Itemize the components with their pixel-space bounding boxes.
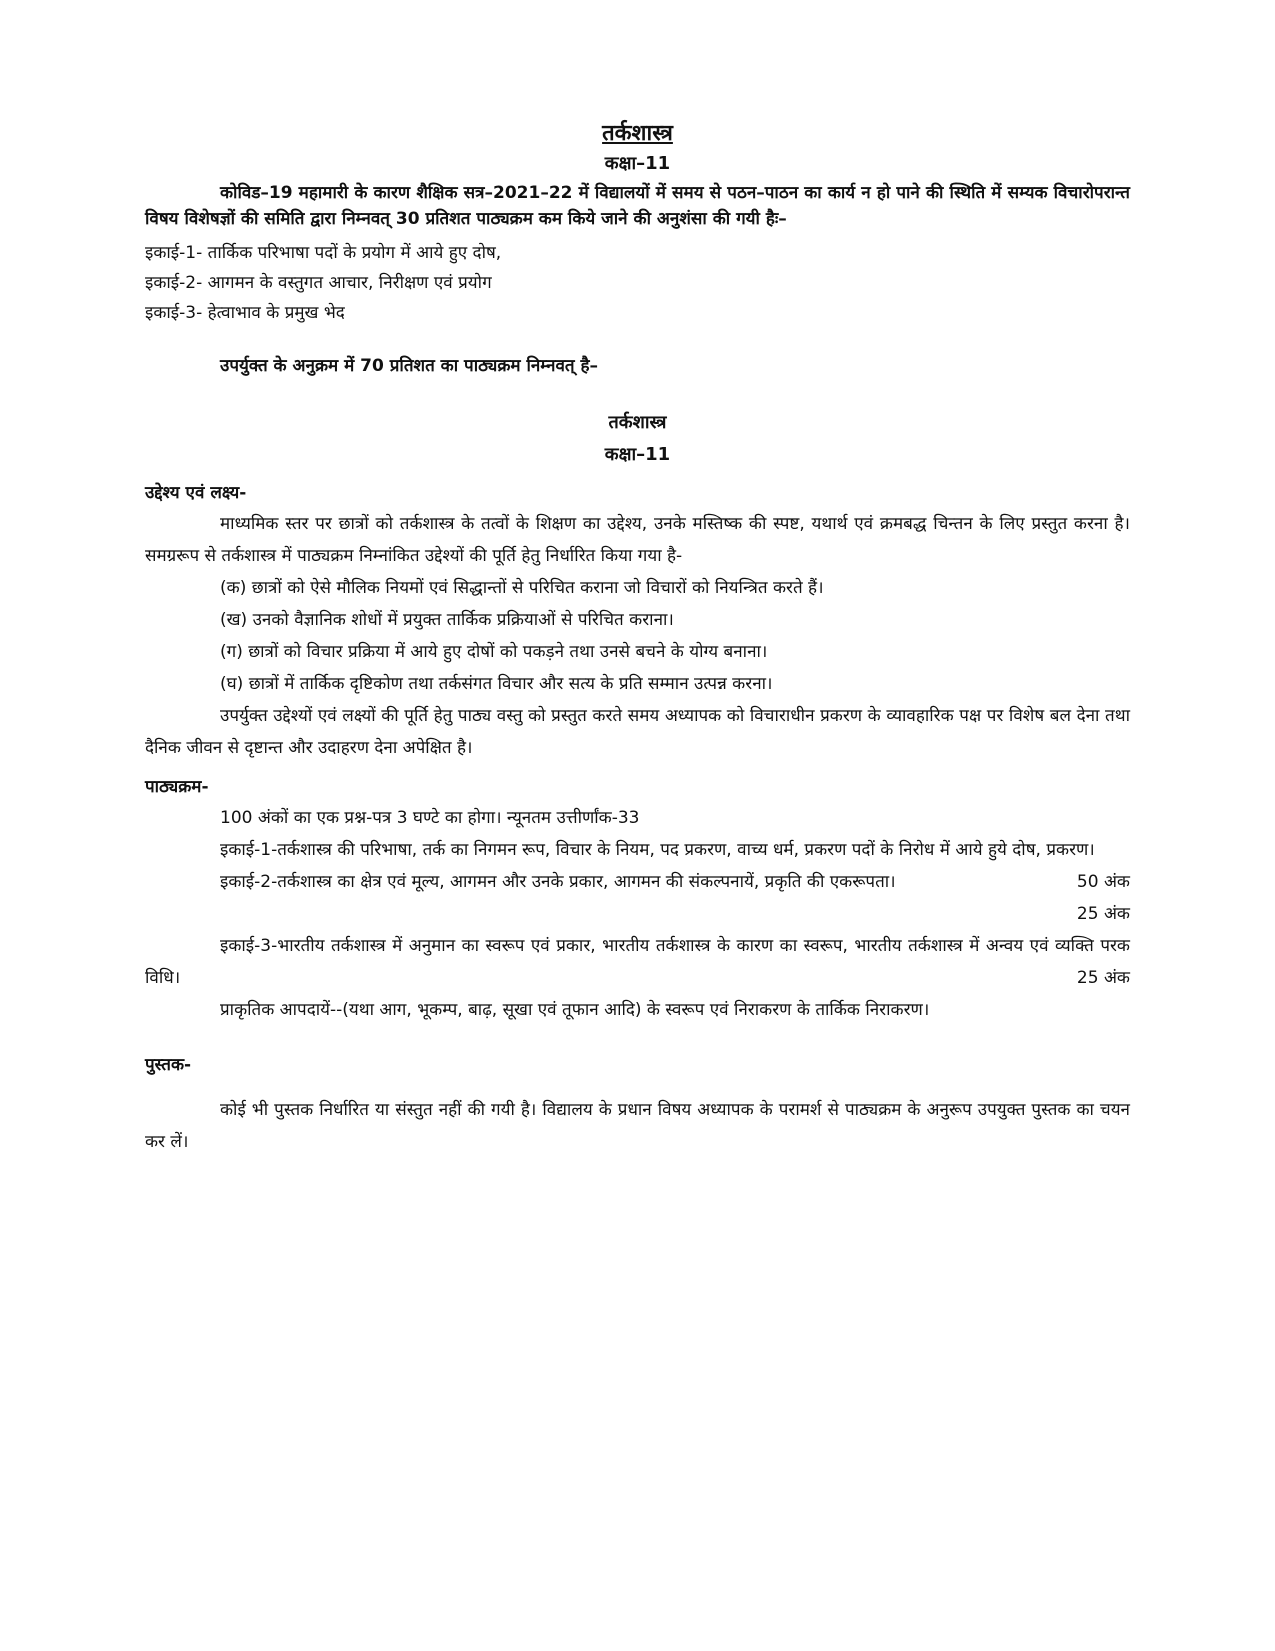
objectives-closing: उपर्युक्त उद्देश्यों एवं लक्ष्यों की पूर्ति हेतु पाठ्य वस्तु को प्रस्तुत करते समय अध्यापक को विचाराधीन प्रकरण के व्यावहारिक पक्ष पर विशेष बल देना तथा दैनिक जीवन से दृष्टान्त और उदाहरण देना अपेक्षित है। xyxy=(145,706,1130,758)
unit-2-marks: 25 अंक xyxy=(1076,904,1130,924)
removed-unit-2: इकाई-2- आगमन के वस्तुगत आचार, निरीक्षण एवं प्रयोग xyxy=(145,273,492,293)
objective-item-3: (ग) छात्रों को विचार प्रक्रिया में आये हुए दोषों को पकड़ने तथा उनसे बचने के योग्य बनाना। xyxy=(220,642,768,662)
objective-item-1: (क) छात्रों को ऐसे मौलिक नियमों एवं सिद्धान्तों से परिचित कराना जो विचारों को नियन्त्रित करते हैं। xyxy=(220,578,824,598)
paper-info: 100 अंकों का एक प्रश्न-पत्र 3 घण्टे का होगा। न्यूनतम उत्तीर्णांक-33 xyxy=(220,808,640,828)
objectives-heading: उद्देश्य एवं लक्ष्य- xyxy=(145,483,247,503)
syllabus-class: कक्षा–11 xyxy=(604,444,671,465)
books-heading: पुस्तक- xyxy=(145,1055,192,1075)
unit-1-text: इकाई-1-तर्कशास्त्र की परिभाषा, तर्क का निगमन रूप, विचार के नियम, पद प्रकरण, वाच्य धर्म, प्रकरण पदों के निरोध में आये हुये दोष, प्रकरण। xyxy=(220,840,1095,860)
objective-item-2: (ख) उनको वैज्ञानिक शोधों में प्रयुक्त तार्किक प्रक्रियाओं से परिचित कराना। xyxy=(220,610,674,630)
natural-disasters: प्राकृतिक आपदायें--(यथा आग, भूकम्प, बाढ़, सूखा एवं तूफान आदि) के स्वरूप एवं निराकरण के तार्किक निराकरण। xyxy=(220,1000,930,1020)
unit-3 xyxy=(145,930,1130,994)
class-label: कक्षा–11 xyxy=(604,153,671,174)
syllabus-heading: पाठ्यक्रम- xyxy=(145,777,209,797)
books-text: कोई भी पुस्तक निर्धारित या संस्तुत नहीं की गयी है। विद्यालय के प्रधान विषय अध्यापक के परामर्श से पाठ्यक्रम के अनुरूप उपयुक्त पुस्तक का चयन कर लें। xyxy=(145,1100,1130,1152)
unit-1-marks: 50 अंक xyxy=(1076,872,1130,892)
objectives-intro: माध्यमिक स्तर पर छात्रों को तर्कशास्त्र के तत्वों के शिक्षण का उद्देश्य, उनके मस्तिष्क की स्पष्ट, यथार्थ एवं क्रमबद्ध चिन्तन के लिए प्रस्तुत करना है। समग्ररूप से तर्कशास्त्र में पाठ्यक्रम निम्नांकित उद्देश्यों की पूर्ति हेतु निर्धारित किया गया है- xyxy=(145,514,1130,566)
page-title: तर्कशास्त्र xyxy=(602,121,673,146)
objective-item-4: (घ) छात्रों में तार्किक दृष्टिकोण तथा तर्कसंगत विचार और सत्य के प्रति सम्मान उत्पन्न करना। xyxy=(220,674,773,694)
unit-2 xyxy=(145,866,1130,898)
covid-notice: कोविड–19 महामारी के कारण शैक्षिक सत्र–2021–22 में विद्यालयों में समय से पठन–पाठन का कार्य न हो पाने की स्थिति में सम्यक विचारोपरान्त विषय विशेषज्ञों की समिति द्वारा निम्नवत् 30 प्रतिशत पाठ्यक्रम कम किये जाने की अनुशंसा की गयी हैः– xyxy=(145,183,1130,229)
document-page xyxy=(145,118,1130,1158)
syllabus-title: तर्कशास्त्र xyxy=(608,412,667,433)
syllabus-lead: उपर्युक्त के अनुक्रम में 70 प्रतिशत का पाठ्यक्रम निम्नवत् है– xyxy=(220,356,599,376)
unit-3-text: इकाई-3-भारतीय तर्कशास्त्र में अनुमान का स्वरूप एवं प्रकार, भारतीय तर्कशास्त्र के कारण का स्वरूप, भारतीय तर्कशास्त्र में अन्वय एवं व्यक्ति परक विधि। xyxy=(145,936,1130,988)
removed-unit-3: इकाई-3- हेत्वाभाव के प्रमुख भेद xyxy=(145,303,345,323)
unit-2-text: इकाई-2-तर्कशास्त्र का क्षेत्र एवं मूल्य, आगमन और उनके प्रकार, आगमन की संकल्पनायें, प्रकृति की एकरूपता। xyxy=(220,872,896,892)
unit-3-marks: 25 अंक xyxy=(1076,968,1130,988)
removed-unit-1: इकाई-1- तार्किक परिभाषा पदों के प्रयोग में आये हुए दोष, xyxy=(145,243,502,263)
removed-units-list xyxy=(145,238,1130,328)
